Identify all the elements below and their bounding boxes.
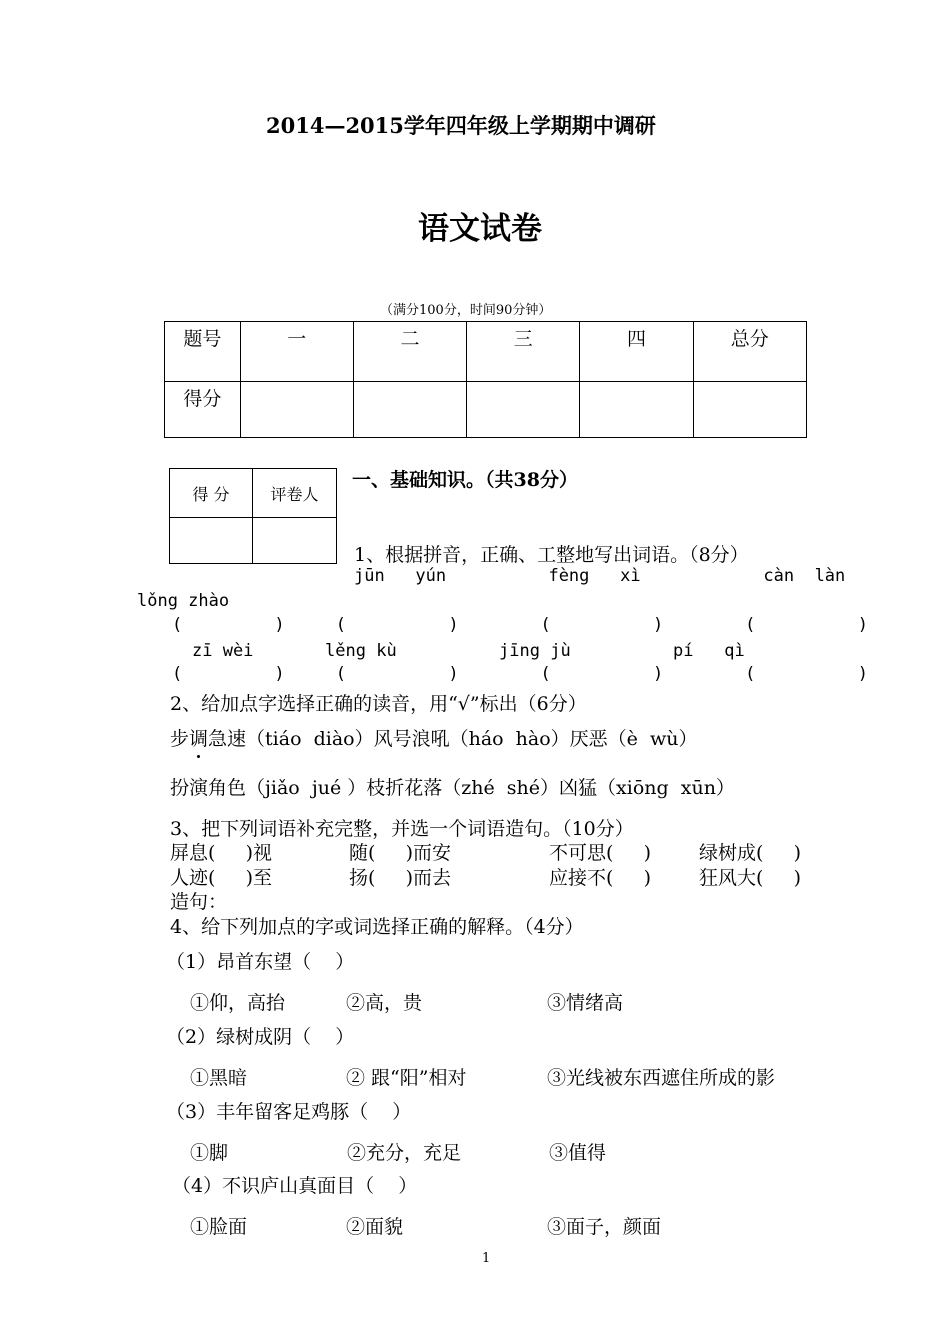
q4-option[interactable]: ①脚 <box>190 1142 229 1164</box>
grader-score-label: 得 分 <box>170 469 253 518</box>
q4-item-stem[interactable]: （1）昂首东望（ ） <box>166 951 355 973</box>
grader-name-label: 评卷人 <box>253 469 337 518</box>
q4-option[interactable]: ①仰，高抬 <box>190 992 286 1014</box>
score-header-cell: 总分 <box>693 322 806 382</box>
q3-row2-item[interactable]: 人迹( )至 <box>170 867 273 889</box>
q3-sentence-label: 造句： <box>170 891 228 913</box>
q3-row1-item[interactable]: 随( )而安 <box>349 842 452 864</box>
q3-row1-item[interactable]: 不可思( ) <box>549 842 652 864</box>
q2-line2: 扮演角色（jiǎo jué ）枝折花落（zhé shé）凶猛（xiōng xūn） <box>170 777 735 799</box>
exam-subject-title: 语文试卷 <box>418 211 542 247</box>
q1-pinyin-row1: jūn yún fèng xì càn làn <box>354 566 846 586</box>
grader-name-cell[interactable] <box>253 518 337 564</box>
exam-header-title: 2014—2015学年四年级上学期期中调研 <box>266 113 656 138</box>
q4-option[interactable]: ②面貌 <box>346 1216 404 1238</box>
q4-item-stem[interactable]: （3）丰年留客足鸡豚（ ） <box>166 1101 412 1123</box>
q4-item-stem[interactable]: （2）绿树成阴（ ） <box>166 1026 355 1048</box>
emphasis-dot-char: 调 <box>189 724 208 751</box>
q4-prompt: 4、给下列加点的字或词选择正确的解释。（4分） <box>170 916 584 938</box>
q4-item-stem[interactable]: （4）不识庐山真面目（ ） <box>172 1175 418 1197</box>
q4-option[interactable]: ③情绪高 <box>547 992 624 1014</box>
grader-score-cell[interactable] <box>170 518 253 564</box>
q4-option[interactable]: ② 跟“阳”相对 <box>346 1067 467 1089</box>
q4-option[interactable]: ③面子，颜面 <box>547 1216 662 1238</box>
score-label-cell: 得分 <box>165 382 241 438</box>
score-entry-cell[interactable] <box>693 382 806 438</box>
score-entry-cell[interactable] <box>353 382 466 438</box>
q4-option[interactable]: ③值得 <box>549 1142 607 1164</box>
q3-row1-item[interactable]: 绿树成( ) <box>699 842 802 864</box>
q4-option[interactable]: ②充分，充足 <box>347 1142 462 1164</box>
q1-pinyin-row2: zī wèi lěng kù jīng jù pí qì <box>192 641 745 661</box>
q2-word-part: 急速（tiáo diào）风号浪吼（háo hào）厌恶（è wù） <box>208 728 698 750</box>
page-number: 1 <box>482 1251 491 1266</box>
q3-row2-item[interactable]: 应接不( ) <box>549 867 652 889</box>
score-header-cell: 二 <box>353 322 466 382</box>
score-header-cell: 三 <box>467 322 580 382</box>
q1-blanks-row2[interactable]: ( ) ( ) ( ) ( ) <box>172 664 868 684</box>
q1-blanks-row1[interactable]: ( ) ( ) ( ) ( ) <box>172 615 868 635</box>
score-entry-cell[interactable] <box>240 382 353 438</box>
q1-prompt: 1、根据拼音，正确、工整地写出词语。（8分） <box>354 544 749 566</box>
q3-row2-item[interactable]: 狂风大( ) <box>699 867 802 889</box>
q4-option[interactable]: ①脸面 <box>190 1216 248 1238</box>
q1-pinyin-row1-wrap: lǒng zhào <box>137 591 230 611</box>
q4-option[interactable]: ①黑暗 <box>190 1067 248 1089</box>
q2-prompt: 2、给加点字选择正确的读音，用“√”标出（6分） <box>170 693 587 715</box>
grader-table <box>169 468 337 564</box>
q3-row1-item[interactable]: 屏息( )视 <box>170 842 273 864</box>
q4-option[interactable]: ②高，贵 <box>346 992 423 1014</box>
q3-row2-item[interactable]: 扬( )而去 <box>349 867 452 889</box>
score-table <box>164 321 807 438</box>
q3-prompt: 3、把下列词语补充完整，并选一个词语造句。（10分） <box>170 818 634 840</box>
section-heading: 一、基础知识。（共38分） <box>352 469 578 491</box>
q2-word-part: 步 <box>170 728 190 750</box>
q2-line1 <box>170 724 698 751</box>
score-entry-cell[interactable] <box>580 382 693 438</box>
score-entry-cell[interactable] <box>467 382 580 438</box>
score-header-cell: 四 <box>580 322 693 382</box>
score-header-cell: 一 <box>240 322 353 382</box>
exam-time-note: （满分100分，时间90分钟） <box>380 303 552 318</box>
q4-option[interactable]: ③光线被东西遮住所成的影 <box>547 1067 776 1089</box>
score-header-cell: 题号 <box>165 322 241 382</box>
